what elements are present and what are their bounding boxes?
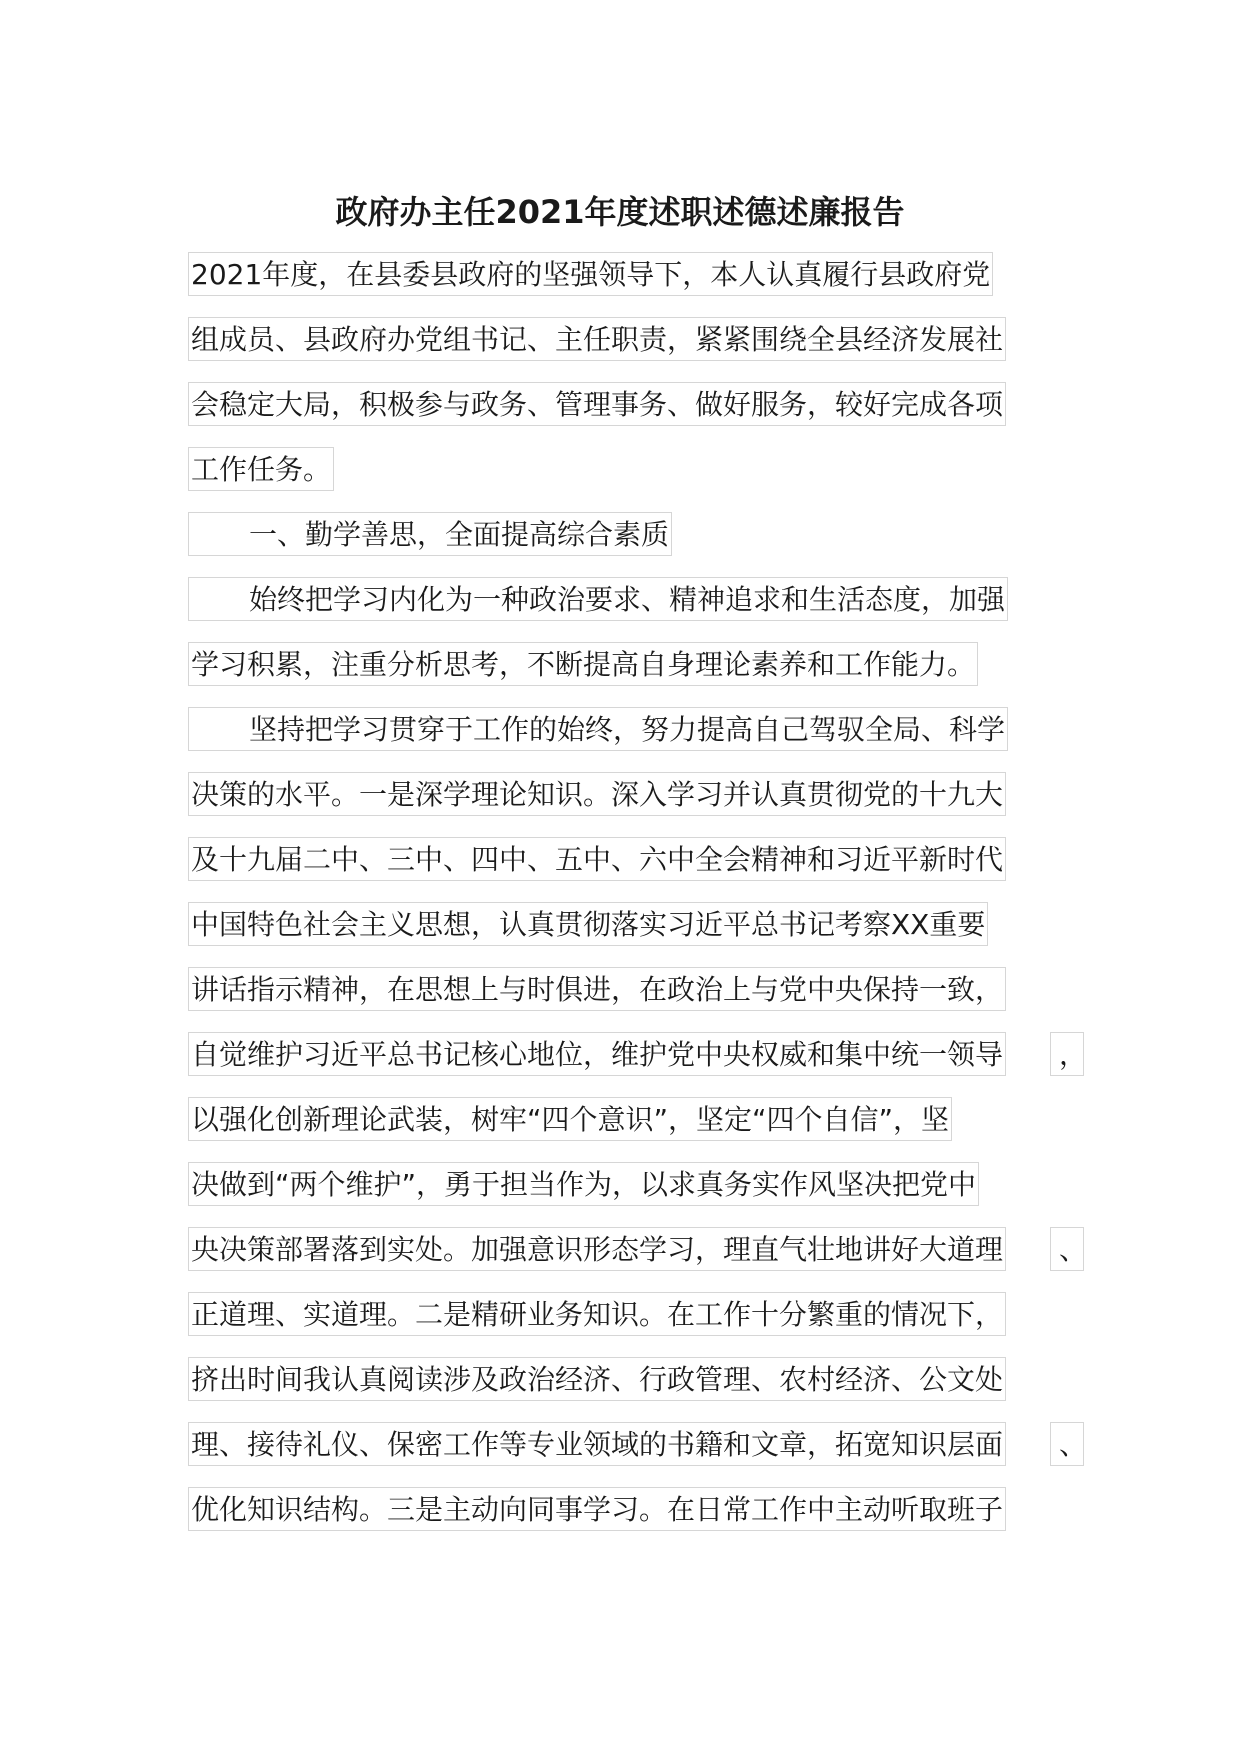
text-line bbox=[188, 1162, 1088, 1227]
text-line-tail-punctuation: 、 bbox=[1050, 1422, 1084, 1466]
text-line bbox=[188, 252, 1088, 317]
text-line bbox=[188, 772, 1088, 837]
document-body bbox=[188, 252, 1088, 1552]
text-line bbox=[188, 1032, 1088, 1097]
document-title: 政府办主任2021年度述职述德述廉报告 bbox=[335, 193, 905, 231]
text-line bbox=[188, 837, 1088, 902]
text-line bbox=[188, 317, 1088, 382]
text-line bbox=[188, 382, 1088, 447]
text-line-content: 以强化创新理论武装，树牢“四个意识”，坚定“四个自信”，坚 bbox=[188, 1097, 952, 1141]
text-line bbox=[188, 707, 1088, 772]
text-line-content: 组成员、县政府办党组书记、主任职责，紧紧围绕全县经济发展社 bbox=[188, 317, 1006, 361]
text-line-content: 决策的水平。一是深学理论知识。深入学习并认真贯彻党的十九大 bbox=[188, 772, 1006, 816]
text-line-content: 2021年度，在县委县政府的坚强领导下，本人认真履行县政府党 bbox=[188, 252, 993, 296]
text-line-content: 正道理、实道理。二是精研业务知识。在工作十分繁重的情况下， bbox=[188, 1292, 1006, 1336]
text-line-tail-punctuation: ， bbox=[1050, 1032, 1084, 1076]
text-line-content: 始终把学习内化为一种政治要求、精神追求和生活态度，加强 bbox=[188, 577, 1008, 621]
text-line-content: 学习积累，注重分析思考，不断提高自身理论素养和工作能力。 bbox=[188, 642, 978, 686]
text-line-content: 理、接待礼仪、保密工作等专业领域的书籍和文章，拓宽知识层面 bbox=[188, 1422, 1006, 1466]
text-line-content: 及十九届二中、三中、四中、五中、六中全会精神和习近平新时代 bbox=[188, 837, 1006, 881]
text-line bbox=[188, 1227, 1088, 1292]
text-line bbox=[188, 1422, 1088, 1487]
text-line-content: 会稳定大局，积极参与政务、管理事务、做好服务，较好完成各项 bbox=[188, 382, 1006, 426]
text-line-tail-punctuation: 、 bbox=[1050, 1227, 1084, 1271]
text-line-content: 决做到“两个维护”，勇于担当作为，以求真务实作风坚决把党中 bbox=[188, 1162, 979, 1206]
text-line bbox=[188, 1097, 1088, 1162]
text-line bbox=[188, 1292, 1088, 1357]
text-line-content: 一、勤学善思，全面提高综合素质 bbox=[188, 512, 672, 556]
text-line-content: 央决策部署落到实处。加强意识形态学习，理直气壮地讲好大道理 bbox=[188, 1227, 1006, 1271]
text-line bbox=[188, 967, 1088, 1032]
text-line-content: 中国特色社会主义思想，认真贯彻落实习近平总书记考察XX重要 bbox=[188, 902, 988, 946]
text-line-content: 优化知识结构。三是主动向同事学习。在日常工作中主动听取班子 bbox=[188, 1487, 1006, 1531]
text-line bbox=[188, 902, 1088, 967]
text-line-content: 工作任务。 bbox=[188, 447, 334, 491]
text-line bbox=[188, 1487, 1088, 1552]
text-line-content: 坚持把学习贯穿于工作的始终，努力提高自己驾驭全局、科学 bbox=[188, 707, 1008, 751]
text-line bbox=[188, 512, 1088, 577]
text-line bbox=[188, 642, 1088, 707]
text-line-content: 讲话指示精神，在思想上与时俱进，在政治上与党中央保持一致， bbox=[188, 967, 1006, 1011]
text-line bbox=[188, 1357, 1088, 1422]
text-line-content: 挤出时间我认真阅读涉及政治经济、行政管理、农村经济、公文处 bbox=[188, 1357, 1006, 1401]
text-line bbox=[188, 447, 1088, 512]
text-line-content: 自觉维护习近平总书记核心地位，维护党中央权威和集中统一领导 bbox=[188, 1032, 1006, 1076]
text-line bbox=[188, 577, 1088, 642]
